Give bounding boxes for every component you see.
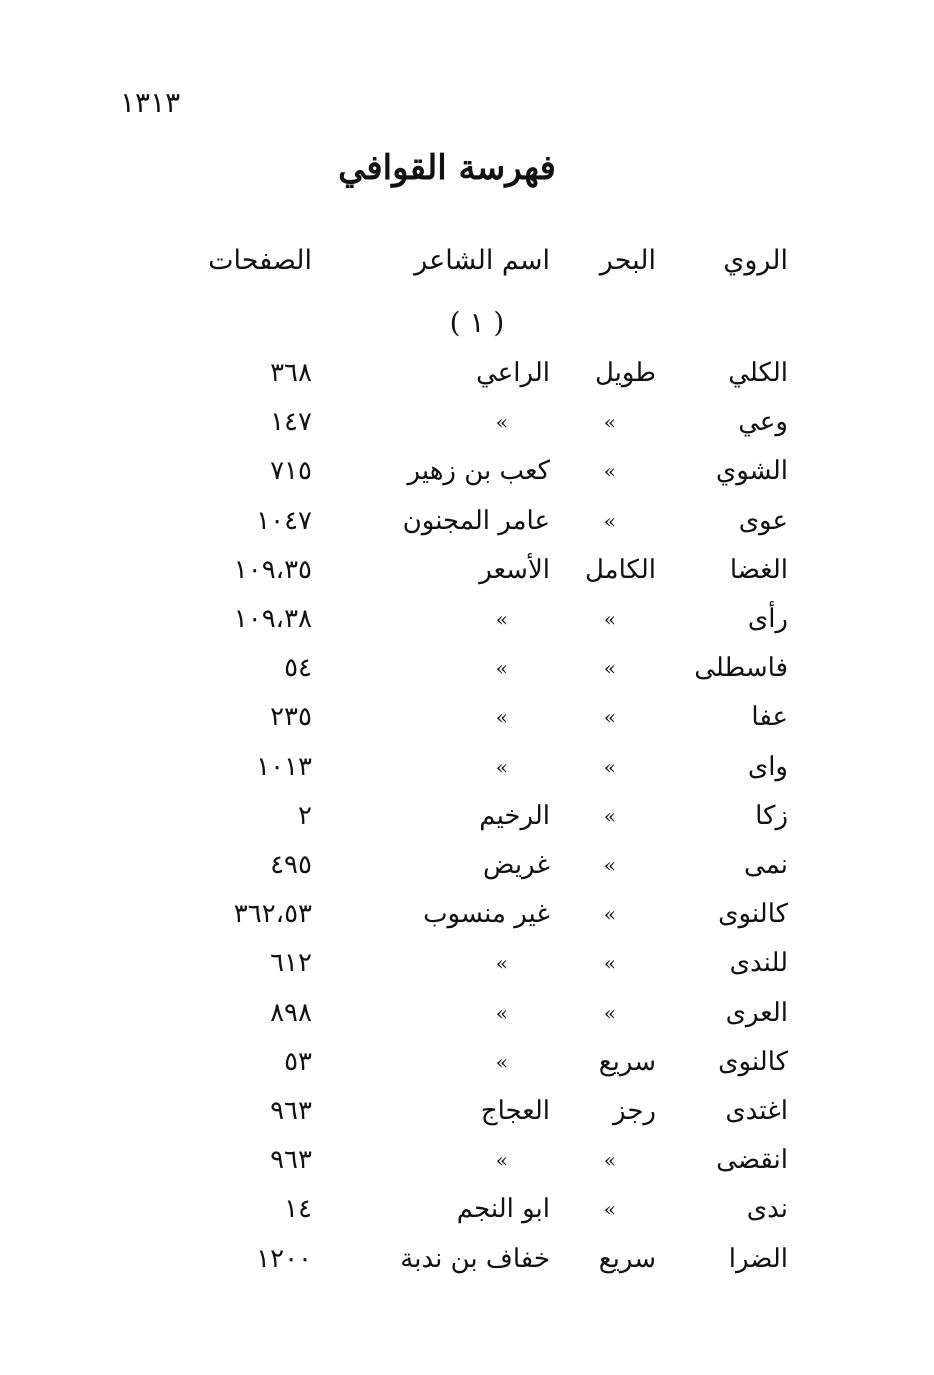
row-bahr: » (603, 902, 616, 926)
row-pages: ٨٩٨ (270, 998, 312, 1028)
header-pages: الصفحات (208, 245, 312, 276)
row-bahr: » (603, 509, 616, 533)
row-rawi: عفا (751, 702, 788, 732)
page-title: فهرسة القوافي (338, 148, 556, 188)
row-pages: ١٠٩،٣٨ (233, 604, 312, 634)
row-pages: ٦١٢ (270, 948, 312, 978)
row-poet: » (495, 410, 508, 434)
row-poet: غريض (482, 850, 550, 880)
row-pages: ٧١٥ (270, 456, 312, 486)
header-rawi: الروي (723, 245, 788, 276)
row-pages: ١٤٧ (270, 407, 312, 437)
row-bahr: » (603, 804, 616, 828)
row-pages: ١٠٤٧ (256, 506, 312, 536)
section-marker: ( ١ ) (449, 306, 505, 339)
row-pages: ٥٤ (284, 653, 312, 683)
row-pages: ١٤ (284, 1194, 312, 1224)
row-pages: ٩٦٣ (270, 1096, 312, 1126)
row-pages: ٥٣ (284, 1047, 312, 1077)
row-poet: » (495, 1001, 508, 1025)
row-poet: عامر المجنون (402, 506, 550, 536)
row-poet: الراعي (476, 358, 550, 388)
row-rawi: فاسطلى (694, 653, 788, 683)
row-rawi: رأى (747, 604, 788, 634)
row-poet: العجاج (480, 1096, 550, 1126)
header-poet: اسم الشاعر (414, 245, 550, 276)
row-rawi: الضرا (728, 1244, 788, 1274)
row-rawi: كالنوى (718, 1047, 788, 1077)
row-poet: » (495, 951, 508, 975)
row-bahr: رجز (613, 1096, 656, 1126)
row-rawi: نمى (744, 850, 788, 880)
row-bahr: » (603, 1197, 616, 1221)
row-poet: » (495, 755, 508, 779)
row-rawi: الغضا (729, 555, 788, 585)
row-bahr: طويل (594, 358, 656, 388)
row-rawi: ندى (746, 1194, 788, 1224)
row-rawi: عوى (738, 506, 788, 536)
row-bahr: سريع (598, 1244, 656, 1274)
row-bahr: » (603, 1001, 616, 1025)
row-rawi: العرى (725, 998, 788, 1028)
row-poet: » (495, 1148, 508, 1172)
row-poet: الأسعر (479, 555, 550, 585)
row-poet: » (495, 705, 508, 729)
row-poet: » (495, 1050, 508, 1074)
row-bahr: » (603, 410, 616, 434)
row-pages: ١٠١٣ (256, 752, 312, 782)
row-poet: ابو النجم (456, 1194, 550, 1224)
row-bahr: » (603, 607, 616, 631)
row-rawi: للندى (729, 948, 788, 978)
header-bahr: البحر (599, 245, 656, 276)
row-rawi: انقضى (716, 1145, 788, 1175)
row-pages: ٩٦٣ (270, 1145, 312, 1175)
row-pages: ٤٩٥ (270, 850, 312, 880)
row-bahr: » (603, 459, 616, 483)
row-poet: خفاف بن ندبة (400, 1244, 550, 1274)
row-bahr: » (603, 705, 616, 729)
row-rawi: الكلي (728, 358, 788, 388)
row-rawi: اغتدى (725, 1096, 788, 1126)
page-number: ١٣١٣ (120, 86, 181, 119)
row-bahr: سريع (598, 1047, 656, 1077)
row-bahr: الكامل (584, 555, 656, 585)
row-poet: » (495, 656, 508, 680)
row-rawi: وعي (738, 407, 788, 437)
row-rawi: الشوي (715, 456, 788, 486)
row-bahr: » (603, 755, 616, 779)
row-pages: ٢٣٥ (270, 702, 312, 732)
row-poet: غير منسوب (423, 899, 550, 929)
row-bahr: » (603, 656, 616, 680)
row-rawi: زكا (755, 801, 788, 831)
row-pages: ٢ (298, 801, 312, 831)
row-pages: ١٢٠٠ (256, 1244, 312, 1274)
row-bahr: » (603, 853, 616, 877)
row-pages: ٣٦٨ (270, 358, 312, 388)
row-poet: » (495, 607, 508, 631)
row-rawi: كالنوى (718, 899, 788, 929)
row-bahr: » (603, 1148, 616, 1172)
row-bahr: » (603, 951, 616, 975)
row-poet: الرخيم (479, 801, 550, 831)
row-poet: كعب بن زهير (407, 456, 550, 486)
row-pages: ١٠٩،٣٥ (233, 555, 312, 585)
row-rawi: واى (747, 752, 788, 782)
row-pages: ٣٦٢،٥٣ (233, 899, 312, 929)
